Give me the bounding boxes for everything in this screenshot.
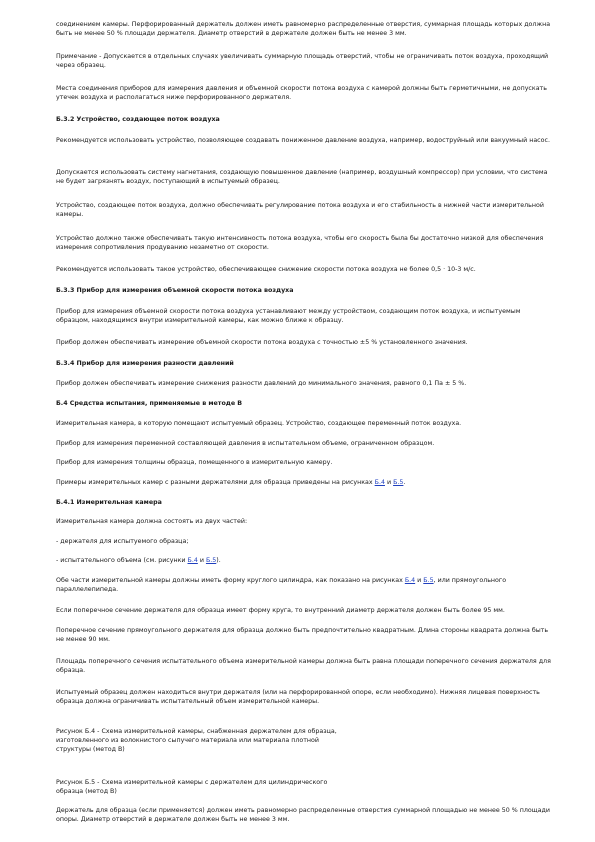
text-run: Площадь поперечного сечения испытательного объема измерительной камеры должна быть равна площади поперечного сечения держателя для образца. bbox=[56, 658, 551, 675]
paragraph bbox=[56, 439, 556, 448]
text-run: ). bbox=[216, 557, 221, 564]
paragraph bbox=[56, 84, 556, 102]
figure-link[interactable]: Б.4 bbox=[374, 479, 385, 486]
paragraph bbox=[56, 307, 556, 325]
text-run: Б.4.1 Измерительная камера bbox=[56, 499, 162, 506]
text-run: Допускается использовать систему нагнетания, создающую повышенное давление (например, воздушный компрессор) при условии, что система не будет загрязнять воздух, поступающий в испытуемый образец. bbox=[56, 169, 548, 186]
text-run: и bbox=[197, 557, 206, 564]
figure-caption bbox=[56, 736, 556, 745]
paragraph bbox=[56, 234, 556, 252]
figure-link[interactable]: Б.4 bbox=[187, 557, 198, 564]
text-run: Измерительная камера должна состоять из двух частей: bbox=[56, 518, 248, 525]
text-run: Если поперечное сечение держателя для образца имеет форму круга, то внутренний диаметр держателя должен быть более 95 мм. bbox=[56, 607, 505, 614]
text-run: Обе части измерительной камеры должны иметь форму круглого цилиндра, как показано на рисунках bbox=[56, 577, 405, 584]
text-run: Рисунок Б.4 - Схема измерительной камеры, снабженная держателем для образца, bbox=[56, 728, 337, 735]
figure-link[interactable]: Б.5 bbox=[393, 479, 404, 486]
text-run: Испытуемый образец должен находиться внутри держателя (или на перфорированной опоре, если необходимо). Нижняя лицевая поверхность образца должна ограничивать испытательный объем измерительной камеры. bbox=[56, 689, 540, 706]
text-run: Примеры измерительных камер с разными держателями для образца приведены на рисунках bbox=[56, 479, 375, 486]
text-run: - держателя для испытуемого образца; bbox=[56, 538, 189, 545]
paragraph bbox=[56, 626, 556, 644]
paragraph bbox=[56, 458, 556, 467]
text-run: Держатель для образца (если применяется) должен иметь равномерно распределенные отверстия суммарной площадью не менее 50 % площади опоры. Диаметр отверстий в держателе должен быть не менее 3 мм. bbox=[56, 807, 550, 824]
text-run: изготовленного из волокнистого сыпучего материала или материала плотной bbox=[56, 737, 319, 744]
figure-caption bbox=[56, 745, 556, 754]
paragraph bbox=[56, 201, 556, 219]
text-run: Б.3.4 Прибор для измерения разности давлений bbox=[56, 360, 234, 367]
figure-link[interactable]: Б.4 bbox=[404, 577, 416, 584]
text-run: Прибор для измерения объемной скорости потока воздуха устанавливают между устройством, создающим поток воздуха, и испытуемым образцом, находящимся внутри измерительной камеры, как можно ближе к образцу. bbox=[56, 308, 521, 325]
figure-link[interactable]: Б.5 bbox=[423, 577, 434, 584]
text-run: образца (метод В) bbox=[56, 788, 117, 795]
text-run: Б.3.2 Устройство, создающее поток воздуха bbox=[56, 116, 220, 123]
text-run: Прибор должен обеспечивать измерение объемной скорости потока воздуха с точностью ±5 % установленного значения. bbox=[56, 339, 468, 346]
text-run: Измерительная камера, в которую помещают испытуемый образец. Устройство, создающее переменный поток воздуха. bbox=[56, 420, 462, 427]
section-heading bbox=[56, 359, 556, 368]
paragraph bbox=[56, 265, 556, 274]
paragraph bbox=[56, 168, 556, 186]
section-heading bbox=[56, 399, 556, 408]
paragraph bbox=[56, 556, 556, 565]
text-run: и bbox=[384, 479, 394, 486]
text-run: Б.4 Средства испытания, применяемые в методе В bbox=[56, 400, 243, 407]
paragraph bbox=[56, 379, 556, 388]
text-run: . bbox=[403, 479, 406, 486]
paragraph bbox=[56, 20, 556, 38]
figure-caption bbox=[56, 727, 556, 736]
text-run: Устройство, создающее поток воздуха, должно обеспечивать регулирование потока воздуха и его стабильность в нижней части измерительной камеры. bbox=[56, 202, 544, 219]
text-run: Места соединения приборов для измерения давления и объемной скорости потока воздуха с камерой должны быть герметичными, не допускать утечек воздуха и располагаться ниже перфорированного держателя. bbox=[56, 85, 547, 102]
paragraph bbox=[56, 52, 556, 70]
paragraph bbox=[56, 338, 556, 347]
paragraph bbox=[56, 136, 556, 145]
text-run: - испытательного объема (см. рисунки bbox=[56, 557, 188, 564]
text-run: Рисунок Б.5 - Схема измерительной камеры с держателем для цилиндрического bbox=[56, 779, 328, 786]
paragraph bbox=[56, 478, 556, 487]
text-run: Примечание - Допускается в отдельных случаях увеличивать суммарную площадь отверстий, чтобы не ограничивать поток воздуха, проходящий через образец. bbox=[56, 53, 549, 70]
text-run: Устройство должно также обеспечивать такую интенсивность потока воздуха, чтобы его скорость была бы достаточно низкой для обеспечения измерения сопротивления продуванию незаметно от скорости. bbox=[56, 235, 544, 252]
text-run: Прибор для измерения переменной составляющей давления в испытательном объеме, ограниченном образцом. bbox=[56, 440, 435, 447]
paragraph bbox=[56, 657, 556, 675]
section-heading bbox=[56, 498, 556, 507]
paragraph bbox=[56, 606, 556, 615]
text-run: , или прямоугольного параллелепипеда. bbox=[56, 577, 507, 594]
figure-caption bbox=[56, 787, 556, 796]
paragraph bbox=[56, 688, 556, 706]
text-run: и bbox=[415, 577, 424, 584]
paragraph bbox=[56, 517, 556, 526]
section-heading bbox=[56, 115, 556, 124]
text-run: Б.3.3 Прибор для измерения объемной скорости потока воздуха bbox=[56, 287, 294, 294]
text-run: Поперечное сечение прямоугольного держателя для образца должно быть предпочтительно квадратным. Длина стороны квадрата должна быть не менее 90 мм. bbox=[56, 627, 549, 644]
figure-caption bbox=[56, 778, 556, 787]
text-run: Рекомендуется использовать такое устройство, обеспечивающее снижение скорости потока воздуха не более 0,5 · 10-3 м/с. bbox=[56, 266, 476, 273]
text-run: Прибор для измерения толщины образца, помещенного в измерительную камеру. bbox=[56, 459, 333, 466]
paragraph bbox=[56, 537, 556, 546]
paragraph bbox=[56, 576, 556, 594]
paragraph bbox=[56, 806, 556, 824]
text-run: структуры (метод В) bbox=[56, 746, 125, 753]
paragraph bbox=[56, 419, 556, 428]
section-heading bbox=[56, 286, 556, 295]
figure-link[interactable]: Б.5 bbox=[205, 557, 217, 564]
text-run: Прибор должен обеспечивать измерение снижения разности давлений до минимального значения, равного 0,1 Па ± 5 %. bbox=[56, 380, 467, 387]
text-run: Рекомендуется использовать устройство, позволяющее создавать пониженное давление воздуха, например, водоструйный или вакуумный насос. bbox=[56, 137, 550, 144]
text-run: соединением камеры. Перфорированный держатель должен иметь равномерно распределенные отверстия, суммарная площадь которых должна быть не менее 50 % площади держателя. Диаметр отверстий в держателе должен быть не менее 3 мм. bbox=[56, 21, 551, 38]
